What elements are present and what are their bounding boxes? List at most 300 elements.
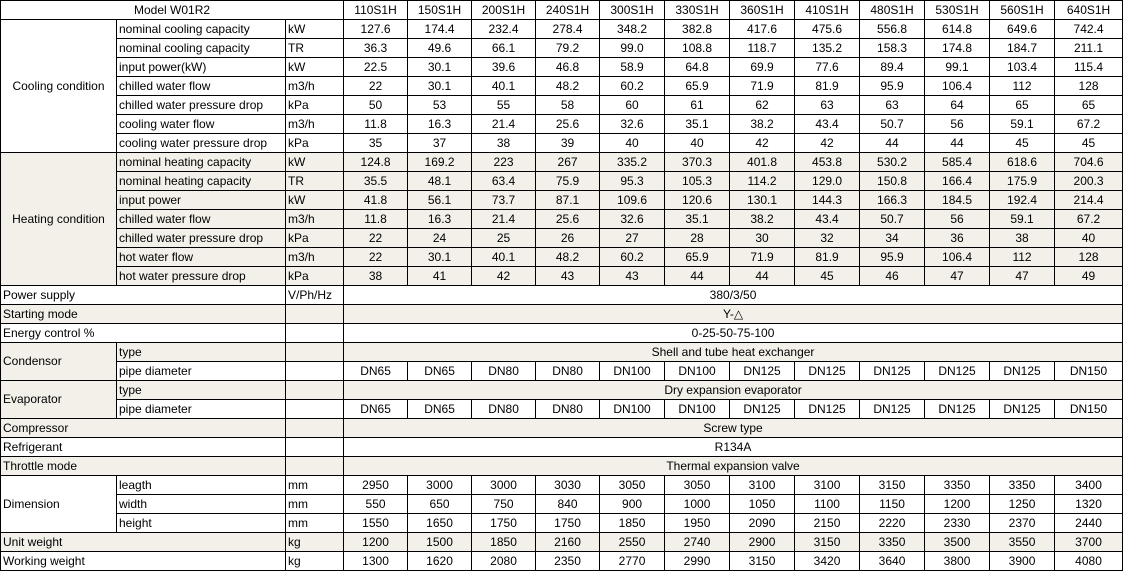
value-cell: 3350 [990, 476, 1055, 495]
value-cell: 1200 [344, 533, 408, 552]
value-cell: 114.2 [730, 172, 795, 191]
param-label: pipe diameter [117, 400, 286, 419]
value-cell: 4080 [1055, 552, 1123, 571]
param-label: hot water pressure drop [117, 267, 286, 286]
param-label: pipe diameter [117, 362, 286, 381]
value-cell: 2080 [472, 552, 536, 571]
value-cell: 45 [990, 134, 1055, 153]
unit-label: m3/h [286, 210, 344, 229]
unit-label: kg [286, 533, 344, 552]
unit-label [286, 343, 344, 362]
value-cell: 22.5 [344, 58, 408, 77]
cooling-row [1, 115, 1123, 134]
spanned-value-cell: 380/3/50 [344, 286, 1123, 305]
value-cell: 2900 [730, 533, 795, 552]
power-supply-label: Power supply [1, 286, 286, 305]
unit-weight-row [1, 533, 1123, 552]
evaporator-pipe-row [1, 400, 1123, 419]
value-cell: DN125 [730, 400, 795, 419]
value-cell: 36 [925, 229, 990, 248]
model-name: 480S1H [860, 1, 925, 20]
value-cell: 24 [408, 229, 472, 248]
unit-label: kPa [286, 229, 344, 248]
value-cell: 38 [344, 267, 408, 286]
value-cell: 417.6 [730, 20, 795, 39]
spanned-value-cell: Thermal expansion valve [344, 457, 1123, 476]
unit-label [286, 438, 344, 457]
value-cell: DN65 [408, 400, 472, 419]
value-cell: 1850 [600, 514, 665, 533]
value-cell: 77.6 [795, 58, 860, 77]
value-cell: 32 [795, 229, 860, 248]
value-cell: 3350 [860, 533, 925, 552]
spanned-value-cell: Shell and tube heat exchanger [344, 343, 1123, 362]
working-weight-row [1, 552, 1123, 571]
value-cell: 3150 [795, 533, 860, 552]
value-cell: 401.8 [730, 153, 795, 172]
value-cell: 124.8 [344, 153, 408, 172]
value-cell: 184.7 [990, 39, 1055, 58]
value-cell: 59.1 [990, 210, 1055, 229]
value-cell: 99.0 [600, 39, 665, 58]
unit-label: kW [286, 20, 344, 39]
value-cell: 71.9 [730, 77, 795, 96]
value-cell: 41 [408, 267, 472, 286]
value-cell: 25 [472, 229, 536, 248]
unit-label: mm [286, 514, 344, 533]
value-cell: DN100 [600, 362, 665, 381]
value-cell: 40.1 [472, 77, 536, 96]
value-cell: 1620 [408, 552, 472, 571]
value-cell: 32.6 [600, 115, 665, 134]
value-cell: 900 [600, 495, 665, 514]
unit-label: kg [286, 552, 344, 571]
dimension-label: Dimension [1, 476, 117, 533]
value-cell: 129.0 [795, 172, 860, 191]
value-cell: 130.1 [730, 191, 795, 210]
value-cell: 1500 [408, 533, 472, 552]
value-cell: 2950 [344, 476, 408, 495]
value-cell: 115.4 [1055, 58, 1123, 77]
throttle-row [1, 457, 1123, 476]
value-cell: 30.1 [408, 58, 472, 77]
value-cell: 11.8 [344, 210, 408, 229]
value-cell: 1550 [344, 514, 408, 533]
value-cell: 40 [1055, 229, 1123, 248]
value-cell: 40.1 [472, 248, 536, 267]
cooling-row [1, 96, 1123, 115]
unit-label [286, 400, 344, 419]
value-cell: 1950 [665, 514, 730, 533]
evaporator-label: Evaporator [1, 381, 117, 419]
value-cell: 3050 [600, 476, 665, 495]
value-cell: 42 [472, 267, 536, 286]
value-cell: 120.6 [665, 191, 730, 210]
value-cell: 67.2 [1055, 210, 1123, 229]
value-cell: 192.4 [990, 191, 1055, 210]
dimension-row [1, 476, 1123, 495]
value-cell: 43 [536, 267, 600, 286]
value-cell: 348.2 [600, 20, 665, 39]
value-cell: 30.1 [408, 77, 472, 96]
value-cell: 48.2 [536, 248, 600, 267]
value-cell: 35 [344, 134, 408, 153]
value-cell: 118.7 [730, 39, 795, 58]
value-cell: 65 [1055, 96, 1123, 115]
value-cell: 150.8 [860, 172, 925, 191]
value-cell: 63.4 [472, 172, 536, 191]
value-cell: 42 [730, 134, 795, 153]
value-cell: 1650 [408, 514, 472, 533]
value-cell: 32.6 [600, 210, 665, 229]
heating-row [1, 191, 1123, 210]
value-cell: 66.1 [472, 39, 536, 58]
value-cell: 71.9 [730, 248, 795, 267]
value-cell: 16.3 [408, 210, 472, 229]
value-cell: 41.8 [344, 191, 408, 210]
value-cell: 56.1 [408, 191, 472, 210]
value-cell: 50 [344, 96, 408, 115]
value-cell: 475.6 [795, 20, 860, 39]
spanned-value-cell: Y-△ [344, 305, 1123, 324]
unit-label: m3/h [286, 248, 344, 267]
value-cell: 649.6 [990, 20, 1055, 39]
param-label: width [117, 495, 286, 514]
value-cell: 550 [344, 495, 408, 514]
value-cell: 223 [472, 153, 536, 172]
param-label: chilled water pressure drop [117, 96, 286, 115]
value-cell: 3100 [730, 476, 795, 495]
value-cell: DN125 [860, 362, 925, 381]
cooling-row [1, 134, 1123, 153]
unit-label [286, 324, 344, 343]
value-cell: 30 [730, 229, 795, 248]
value-cell: 232.4 [472, 20, 536, 39]
value-cell: 127.6 [344, 20, 408, 39]
value-cell: 56 [925, 210, 990, 229]
value-cell: 50.7 [860, 115, 925, 134]
model-name: 110S1H [344, 1, 408, 20]
value-cell: 3000 [408, 476, 472, 495]
unit-label [286, 362, 344, 381]
value-cell: 11.8 [344, 115, 408, 134]
param-label: chilled water flow [117, 210, 286, 229]
value-cell: 453.8 [795, 153, 860, 172]
value-cell: DN100 [665, 400, 730, 419]
model-name: 530S1H [925, 1, 990, 20]
value-cell: 1320 [1055, 495, 1123, 514]
value-cell: 61 [665, 96, 730, 115]
value-cell: DN150 [1055, 400, 1123, 419]
value-cell: 211.1 [1055, 39, 1123, 58]
value-cell: 43.4 [795, 210, 860, 229]
unit-label: V/Ph/Hz [286, 286, 344, 305]
value-cell: 64.8 [665, 58, 730, 77]
value-cell: 3150 [860, 476, 925, 495]
dimension-row [1, 514, 1123, 533]
model-name: 300S1H [600, 1, 665, 20]
value-cell: 75.9 [536, 172, 600, 191]
value-cell: 1000 [665, 495, 730, 514]
value-cell: DN125 [990, 362, 1055, 381]
value-cell: 59.1 [990, 115, 1055, 134]
value-cell: 35.1 [665, 115, 730, 134]
model-label: Model W01R2 [1, 1, 344, 20]
value-cell: 58.9 [600, 58, 665, 77]
value-cell: 2550 [600, 533, 665, 552]
param-label: chilled water flow [117, 77, 286, 96]
value-cell: 3100 [795, 476, 860, 495]
value-cell: 44 [730, 267, 795, 286]
value-cell: 108.8 [665, 39, 730, 58]
value-cell: 618.6 [990, 153, 1055, 172]
value-cell: 55 [472, 96, 536, 115]
value-cell: 742.4 [1055, 20, 1123, 39]
value-cell: DN125 [860, 400, 925, 419]
unit-label: kPa [286, 96, 344, 115]
cooling-row [1, 77, 1123, 96]
model-name: 360S1H [730, 1, 795, 20]
value-cell: 44 [860, 134, 925, 153]
value-cell: 38.2 [730, 115, 795, 134]
value-cell: 64 [925, 96, 990, 115]
value-cell: 35.5 [344, 172, 408, 191]
value-cell: 166.3 [860, 191, 925, 210]
unit-label [286, 457, 344, 476]
value-cell: 3350 [925, 476, 990, 495]
value-cell: 106.4 [925, 248, 990, 267]
value-cell: 50.7 [860, 210, 925, 229]
value-cell: 22 [344, 248, 408, 267]
value-cell: 109.6 [600, 191, 665, 210]
value-cell: 62 [730, 96, 795, 115]
unit-label: kW [286, 191, 344, 210]
unit-label [286, 305, 344, 324]
value-cell: 3050 [665, 476, 730, 495]
condensor-label: Condensor [1, 343, 117, 381]
value-cell: 2350 [536, 552, 600, 571]
unit-label: kW [286, 58, 344, 77]
value-cell: 2990 [665, 552, 730, 571]
value-cell: 128 [1055, 248, 1123, 267]
value-cell: 2160 [536, 533, 600, 552]
value-cell: 38 [990, 229, 1055, 248]
value-cell: 27 [600, 229, 665, 248]
value-cell: DN125 [795, 362, 860, 381]
heating-row [1, 267, 1123, 286]
starting-mode-label: Starting mode [1, 305, 286, 324]
value-cell: DN65 [408, 362, 472, 381]
value-cell: 95.9 [860, 77, 925, 96]
value-cell: 37 [408, 134, 472, 153]
value-cell: 87.1 [536, 191, 600, 210]
value-cell: 79.2 [536, 39, 600, 58]
value-cell: 335.2 [600, 153, 665, 172]
value-cell: 44 [925, 134, 990, 153]
cooling-row [1, 39, 1123, 58]
value-cell: 3000 [472, 476, 536, 495]
value-cell: DN80 [536, 362, 600, 381]
param-label: leagth [117, 476, 286, 495]
value-cell: 135.2 [795, 39, 860, 58]
value-cell: 25.6 [536, 210, 600, 229]
value-cell: 214.4 [1055, 191, 1123, 210]
value-cell: 1050 [730, 495, 795, 514]
compressor-row [1, 419, 1123, 438]
value-cell: 28 [665, 229, 730, 248]
value-cell: 65 [990, 96, 1055, 115]
value-cell: 65.9 [665, 77, 730, 96]
value-cell: DN125 [795, 400, 860, 419]
spec-table-body [1, 1, 1123, 571]
value-cell: 3700 [1055, 533, 1123, 552]
value-cell: 106.4 [925, 77, 990, 96]
value-cell: 43 [600, 267, 665, 286]
value-cell: 556.8 [860, 20, 925, 39]
value-cell: 3550 [990, 533, 1055, 552]
value-cell: 128 [1055, 77, 1123, 96]
value-cell: 46 [860, 267, 925, 286]
value-cell: 2370 [990, 514, 1055, 533]
unit-label [286, 419, 344, 438]
value-cell: 530.2 [860, 153, 925, 172]
value-cell: DN125 [925, 400, 990, 419]
value-cell: 169.2 [408, 153, 472, 172]
unit-label: mm [286, 476, 344, 495]
spanned-value-cell: Dry expansion evaporator [344, 381, 1123, 400]
value-cell: 2090 [730, 514, 795, 533]
header-row [1, 1, 1123, 20]
value-cell: 174.4 [408, 20, 472, 39]
spanned-value-cell: Screw type [344, 419, 1123, 438]
value-cell: 67.2 [1055, 115, 1123, 134]
value-cell: 370.3 [665, 153, 730, 172]
unit-label: TR [286, 39, 344, 58]
unit-label: m3/h [286, 115, 344, 134]
param-label: input power(kW) [117, 58, 286, 77]
value-cell: DN65 [344, 400, 408, 419]
value-cell: DN80 [536, 400, 600, 419]
value-cell: 30.1 [408, 248, 472, 267]
value-cell: 45 [1055, 134, 1123, 153]
value-cell: 1100 [795, 495, 860, 514]
throttle-label: Throttle mode [1, 457, 286, 476]
unit-weight-label: Unit weight [1, 533, 286, 552]
value-cell: 99.1 [925, 58, 990, 77]
value-cell: DN125 [730, 362, 795, 381]
heating-row [1, 210, 1123, 229]
value-cell: 144.3 [795, 191, 860, 210]
value-cell: DN100 [665, 362, 730, 381]
energy-control-row [1, 324, 1123, 343]
value-cell: 3640 [860, 552, 925, 571]
value-cell: 3800 [925, 552, 990, 571]
heating-row [1, 153, 1123, 172]
value-cell: 45 [795, 267, 860, 286]
value-cell: 750 [472, 495, 536, 514]
value-cell: 1150 [860, 495, 925, 514]
value-cell: 38 [472, 134, 536, 153]
value-cell: 166.4 [925, 172, 990, 191]
compressor-label: Compressor [1, 419, 286, 438]
power-supply-row [1, 286, 1123, 305]
value-cell: 42 [795, 134, 860, 153]
value-cell: 2770 [600, 552, 665, 571]
param-label: chilled water pressure drop [117, 229, 286, 248]
param-label: nominal cooling capacity [117, 20, 286, 39]
evaporator-type-row [1, 381, 1123, 400]
value-cell: 184.5 [925, 191, 990, 210]
value-cell: 69.9 [730, 58, 795, 77]
heating-row [1, 229, 1123, 248]
value-cell: 49 [1055, 267, 1123, 286]
starting-mode-row [1, 305, 1123, 324]
model-name: 330S1H [665, 1, 730, 20]
value-cell: 3030 [536, 476, 600, 495]
value-cell: 1300 [344, 552, 408, 571]
value-cell: 175.9 [990, 172, 1055, 191]
param-label: cooling water pressure drop [117, 134, 286, 153]
value-cell: 22 [344, 229, 408, 248]
value-cell: DN100 [600, 400, 665, 419]
value-cell: 60 [600, 96, 665, 115]
condensor-pipe-row [1, 362, 1123, 381]
value-cell: 81.9 [795, 77, 860, 96]
value-cell: 63 [795, 96, 860, 115]
value-cell: DN150 [1055, 362, 1123, 381]
param-label: nominal heating capacity [117, 172, 286, 191]
value-cell: 40 [600, 134, 665, 153]
value-cell: 46.8 [536, 58, 600, 77]
cooling-row [1, 20, 1123, 39]
value-cell: 47 [925, 267, 990, 286]
value-cell: 95.3 [600, 172, 665, 191]
value-cell: 38.2 [730, 210, 795, 229]
value-cell: 81.9 [795, 248, 860, 267]
value-cell: 2220 [860, 514, 925, 533]
heating-row [1, 248, 1123, 267]
value-cell: 3420 [795, 552, 860, 571]
value-cell: 36.3 [344, 39, 408, 58]
value-cell: 3500 [925, 533, 990, 552]
param-label: type [117, 381, 286, 400]
value-cell: 39 [536, 134, 600, 153]
cooling-row [1, 58, 1123, 77]
value-cell: 112 [990, 248, 1055, 267]
value-cell: 1850 [472, 533, 536, 552]
value-cell: 21.4 [472, 210, 536, 229]
param-label: nominal cooling capacity [117, 39, 286, 58]
param-label: height [117, 514, 286, 533]
value-cell: 105.3 [665, 172, 730, 191]
value-cell: 2330 [925, 514, 990, 533]
value-cell: 65.9 [665, 248, 730, 267]
param-label: hot water flow [117, 248, 286, 267]
value-cell: 39.6 [472, 58, 536, 77]
heating-group-label: Heating condition [1, 153, 117, 286]
value-cell: 34 [860, 229, 925, 248]
value-cell: 49.6 [408, 39, 472, 58]
refrigerant-label: Refrigerant [1, 438, 286, 457]
value-cell: 1250 [990, 495, 1055, 514]
param-label: type [117, 343, 286, 362]
value-cell: 103.4 [990, 58, 1055, 77]
unit-label: kW [286, 153, 344, 172]
value-cell: 53 [408, 96, 472, 115]
cooling-group-label: Cooling condition [1, 20, 117, 153]
value-cell: 585.4 [925, 153, 990, 172]
value-cell: 704.6 [1055, 153, 1123, 172]
